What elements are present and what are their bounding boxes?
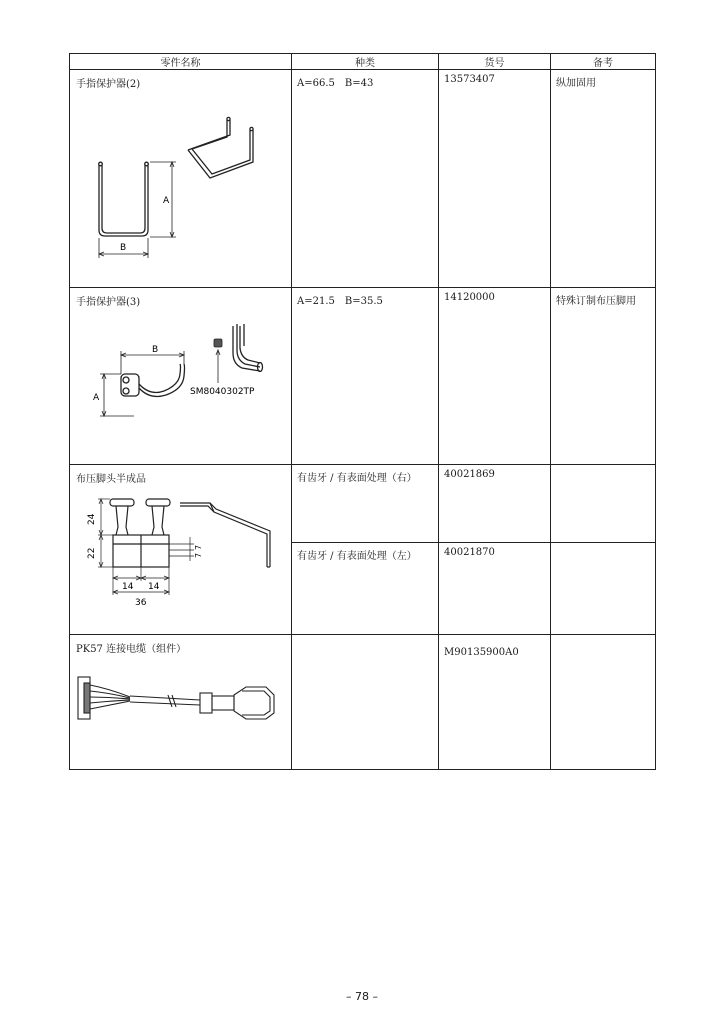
page-number: – 78 – <box>346 990 378 1003</box>
type-cell: 有齿牙 / 有表面处理（右） <box>292 465 439 543</box>
part-name-cell <box>70 635 292 770</box>
type-cell: A=66.5 B=43 <box>292 70 439 288</box>
remarks-cell <box>551 465 656 543</box>
table-row <box>70 288 656 465</box>
part-number-cell: M90135900A0 <box>439 635 551 770</box>
part-name-cell <box>70 70 292 288</box>
part-name-cell <box>70 465 292 635</box>
finger-guard-2-drawing <box>70 70 292 288</box>
type-cell: 有齿牙 / 有表面处理（左） <box>292 543 439 635</box>
dim-a-label: A <box>163 196 170 206</box>
remarks-cell <box>551 635 656 770</box>
part-name: 布压脚头半成品 <box>76 474 146 485</box>
table-row <box>70 635 656 770</box>
dim-s1: 7 <box>194 544 203 550</box>
remarks-cell: 纵加固用 <box>551 70 656 288</box>
header-part-number: 货号 <box>439 54 551 70</box>
part-name: 手指保护器(2) <box>76 79 141 90</box>
part-number-cell: 13573407 <box>439 70 551 288</box>
type-cell <box>292 635 439 770</box>
dim-h1: 24 <box>87 513 97 525</box>
remarks-cell <box>551 543 656 635</box>
pk57-cable-drawing <box>70 635 292 770</box>
header-part-name: 零件名称 <box>70 54 292 70</box>
part-name: 手指保护器(3) <box>76 297 141 308</box>
part-number-cell: 40021869 <box>439 465 551 543</box>
part-number-cell: 40021870 <box>439 543 551 635</box>
finger-guard-3-drawing <box>70 288 292 465</box>
dim-b-label: B <box>120 243 127 253</box>
remarks-cell: 特殊订制布压脚用 <box>551 288 656 465</box>
part-number-cell: 14120000 <box>439 288 551 465</box>
part-name: PK57 连接电缆（组件） <box>76 644 187 655</box>
dim-a-label: A <box>93 393 100 403</box>
header-remarks: 备考 <box>551 54 656 70</box>
presser-foot-drawing <box>70 465 292 633</box>
table-row <box>70 465 656 543</box>
parts-table <box>69 53 656 770</box>
dim-w2: 14 <box>148 582 160 592</box>
dim-h2: 22 <box>87 547 97 559</box>
table-row <box>70 70 656 288</box>
header-type: 种类 <box>292 54 439 70</box>
dim-s2: 7 <box>194 552 203 558</box>
part-name-cell <box>70 288 292 465</box>
type-cell: A=21.5 B=35.5 <box>292 288 439 465</box>
dim-b-label: B <box>152 345 159 355</box>
part-callout: SM8040302TP <box>190 387 255 397</box>
dim-w1: 14 <box>122 582 134 592</box>
header-row <box>70 54 656 70</box>
dim-w-total: 36 <box>135 598 147 608</box>
